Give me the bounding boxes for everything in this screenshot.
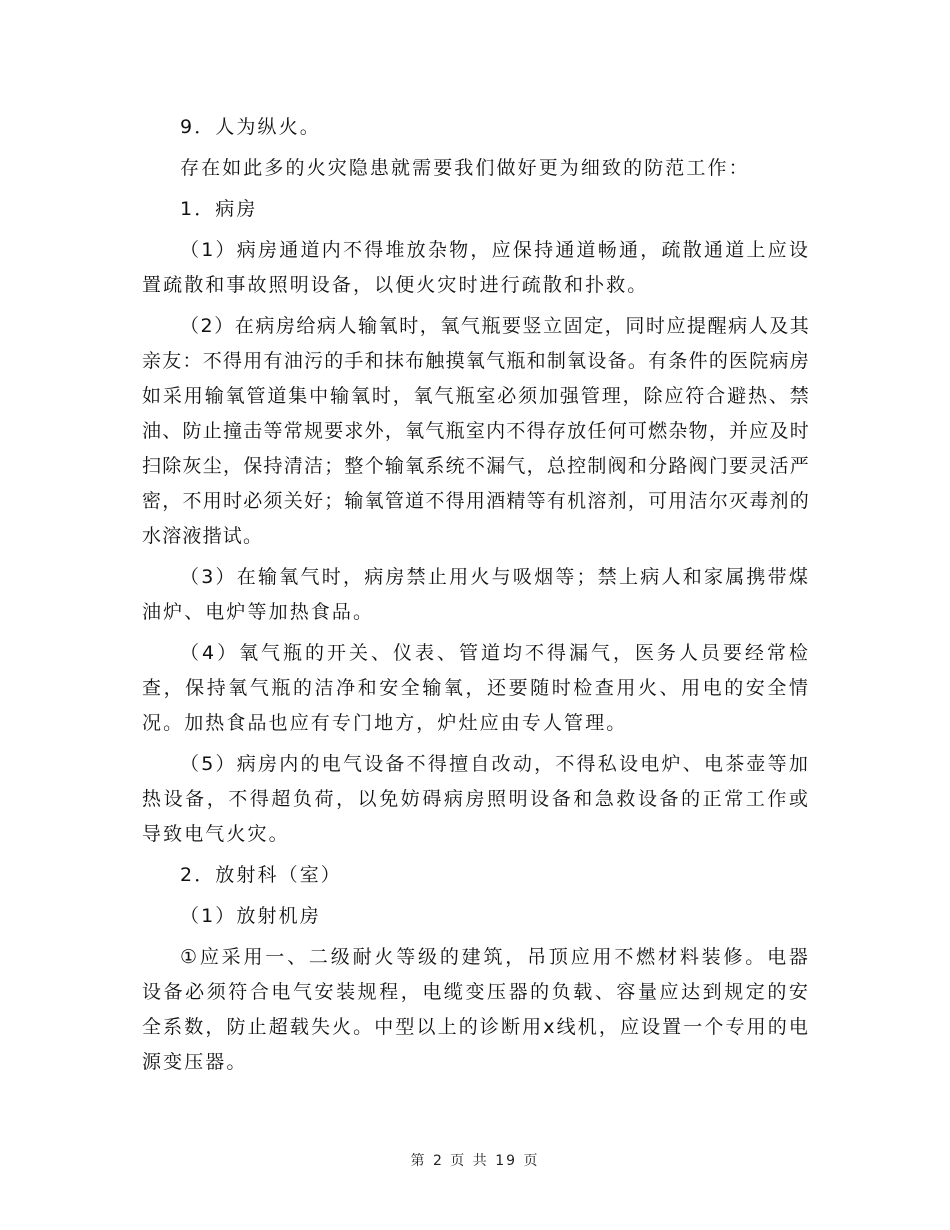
document-body bbox=[142, 110, 810, 1086]
paragraph-ward-2: （2）在病房给病人输氧时，氧气瓶要竖立固定，同时应提醒病人及其亲友：不得用有油污的手和抹布触摸氧气瓶和制氧设备。有条件的医院病房如采用输氧管道集中输氧时，氧气瓶室必须加强管理，除应符合避热、禁油、防止撞击等常规要求外，氧气瓶室内不得存放任何可燃杂物，并应及时扫除灰尘，保持清洁；整个输氧系统不漏气，总控制阀和分路阀门要灵活严密，不用时必须关好；输氧管道不得用酒精等有机溶剂，可用洁尔灭毒剂的水溶液揩试。 bbox=[142, 315, 810, 547]
section-heading-radiology: 2．放射科（室） bbox=[180, 864, 342, 886]
section-heading-ward: 1．病房 bbox=[180, 198, 258, 220]
paragraph-ward-4: （4）氧气瓶的开关、仪表、管道均不得漏气，医务人员要经常检查，保持氧气瓶的洁净和安全输氧，还要随时检查用火、用电的安全情况。加热食品也应有专门地方，炉灶应由专人管理。 bbox=[142, 642, 810, 734]
paragraph-intro: 存在如此多的火灾隐患就需要我们做好更为细致的防范工作： bbox=[180, 157, 750, 179]
paragraph-xray-room-1: ①应采用一、二级耐火等级的建筑，吊顶应用不燃材料装修。电器设备必须符合电气安装规程，电缆变压器的负载、容量应达到规定的安全系数，防止超载失火。中型以上的诊断用x线机，应设置一个专用的电源变压器。 bbox=[142, 946, 810, 1073]
paragraph-item-9: 9．人为纵火。 bbox=[180, 116, 321, 138]
paragraph-ward-1: （1）病房通道内不得堆放杂物，应保持通道畅通，疏散通道上应设置疏散和事故照明设备，以便火灾时进行疏散和扑救。 bbox=[142, 239, 810, 296]
subsection-heading-xray-room: （1）放射机房 bbox=[180, 905, 321, 927]
paragraph-ward-5: （5）病房内的电气设备不得擅自改动，不得私设电炉、电茶壶等加热设备，不得超负荷，以免妨碍病房照明设备和急救设备的正常工作或导致电气火灾。 bbox=[142, 753, 810, 845]
page-number-footer: 第 2 页 共 19 页 bbox=[410, 1153, 540, 1169]
paragraph-ward-3: （3）在输氧气时，病房禁止用火与吸烟等；禁上病人和家属携带煤油炉、电炉等加热食品。 bbox=[142, 566, 810, 623]
